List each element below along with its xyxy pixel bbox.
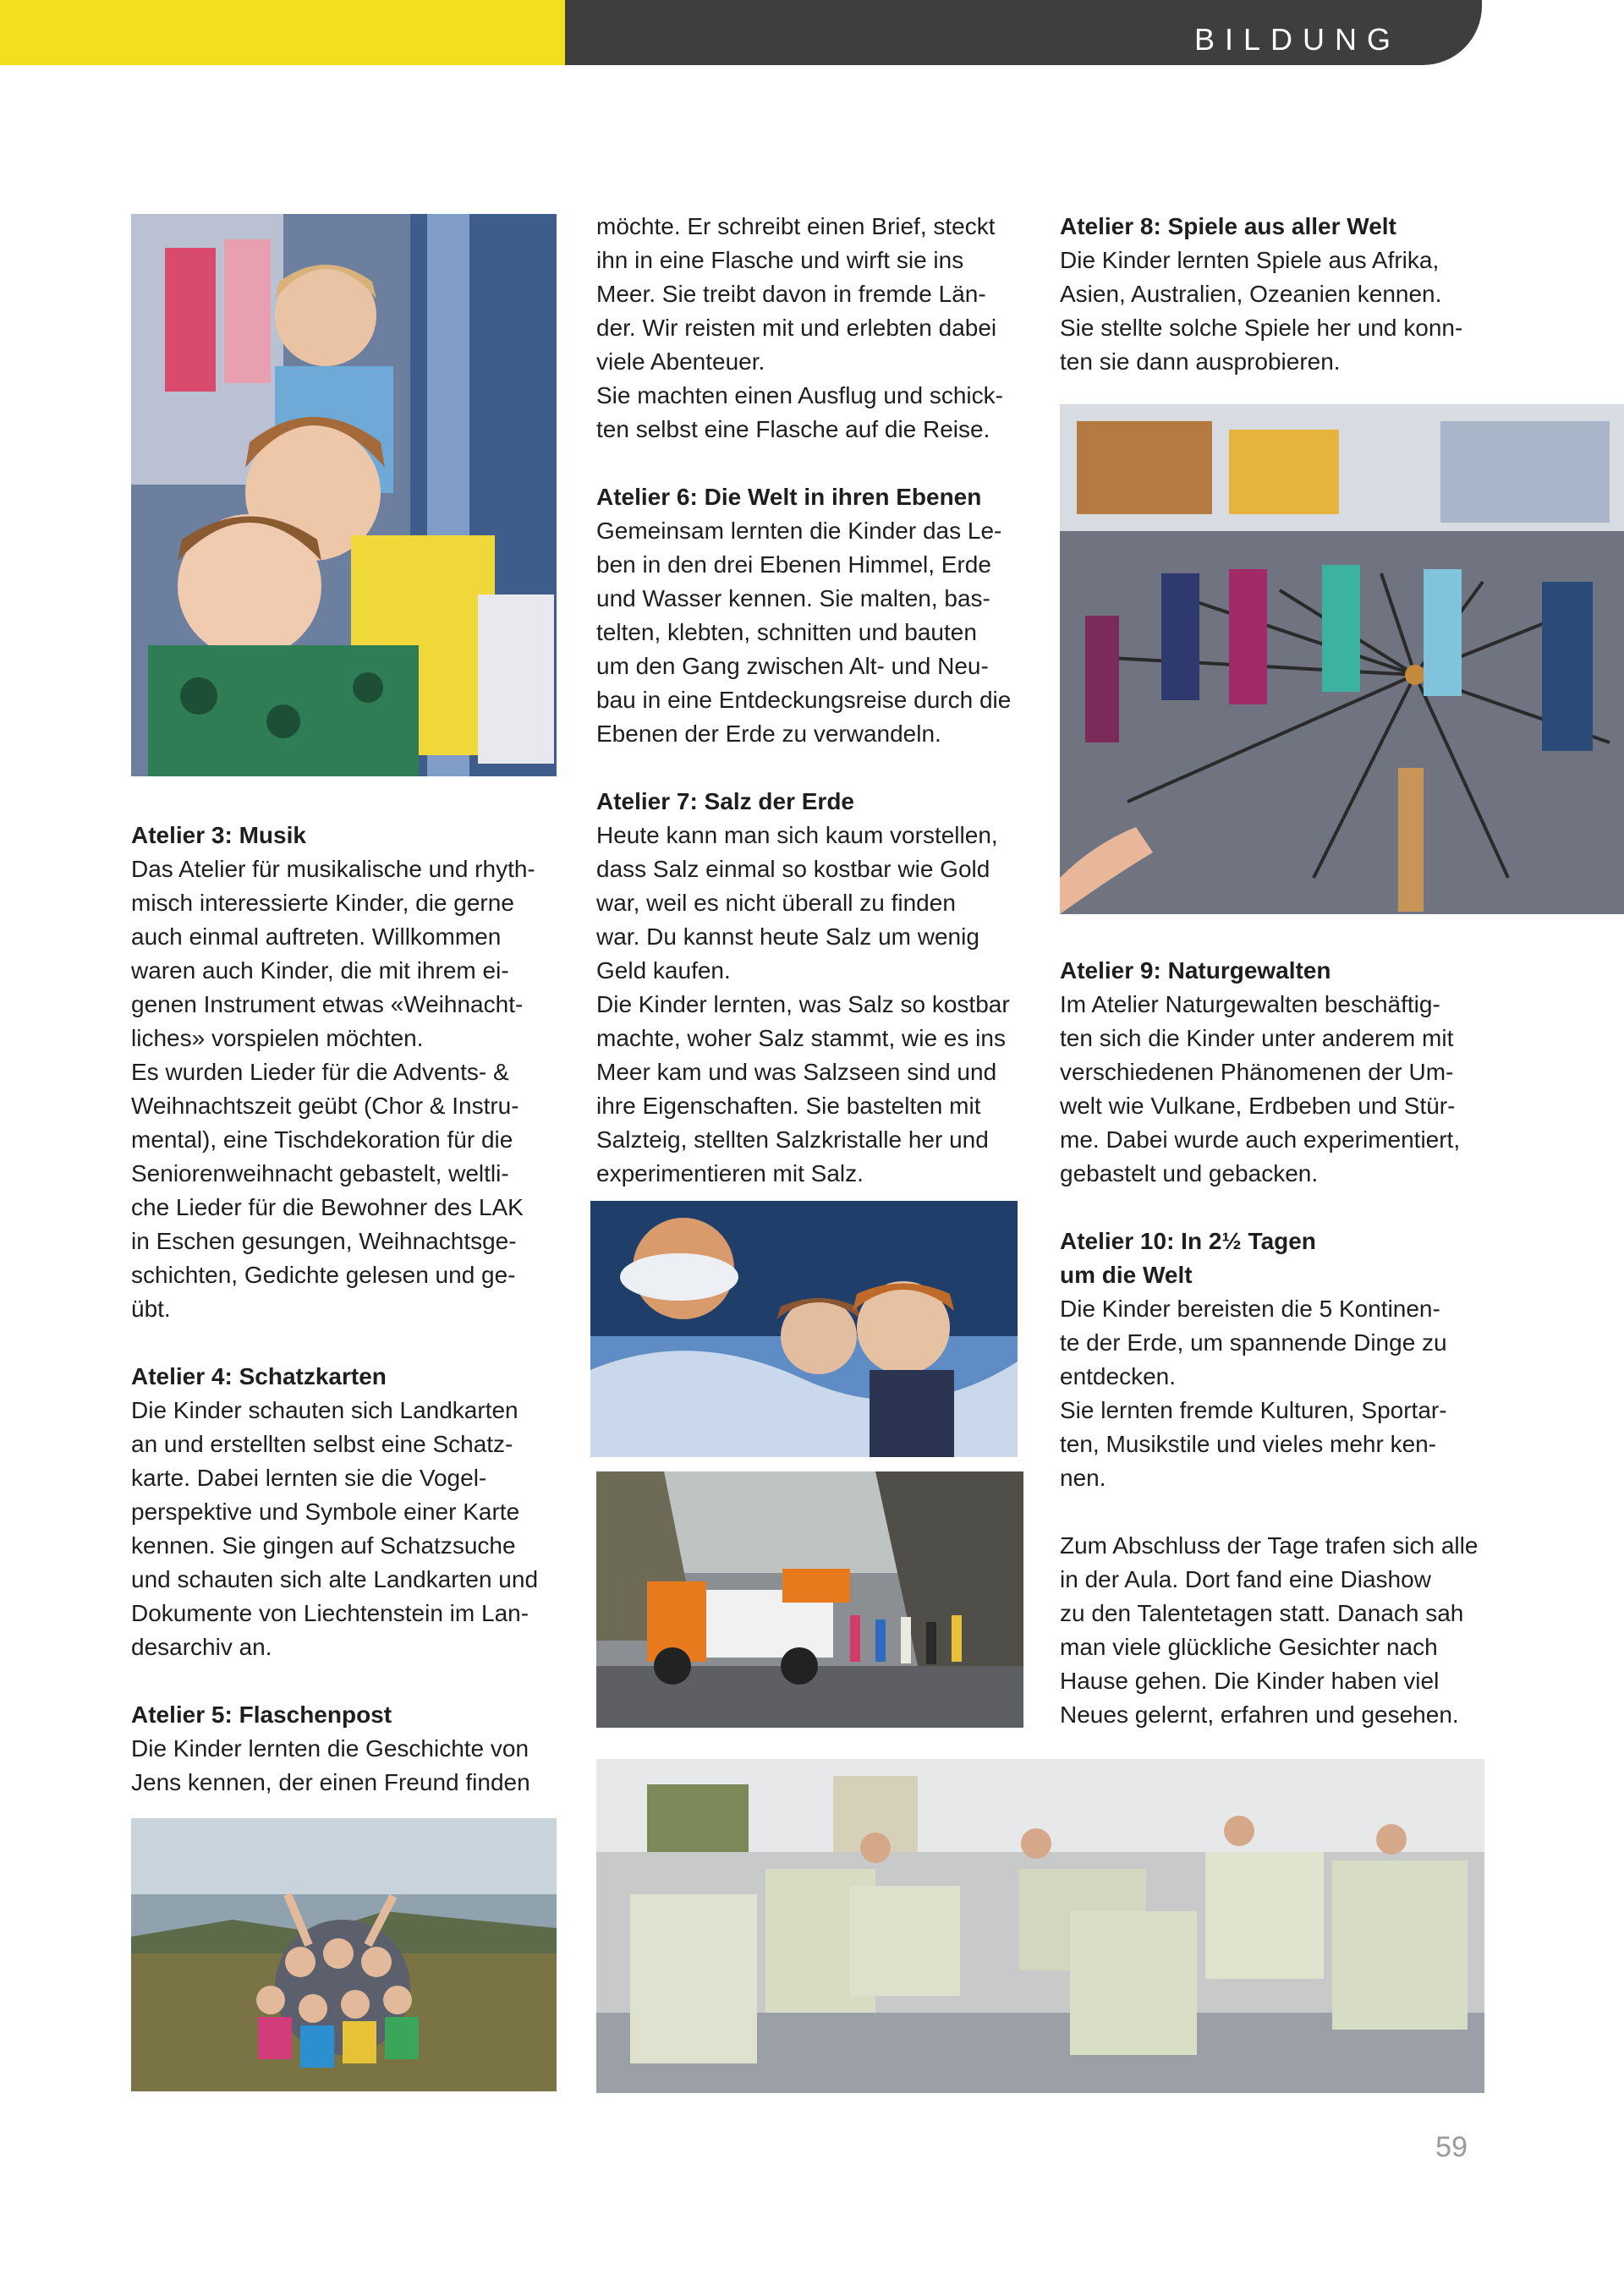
atelier-5-cont-line: der. Wir reisten mit und erlebten dabei [596,315,997,341]
closing-line: man viele glückliche Gesichter nach [1060,1634,1438,1660]
atelier-10-title: Atelier 10: In 2½ Tagen [1060,1228,1316,1254]
atelier-4-line: kennen. Sie gingen auf Schatzsuche [131,1532,516,1559]
atelier-3-line: che Lieder für die Bewohner des LAK [131,1194,524,1220]
photo-boys-painting [131,214,557,776]
atelier-3-title: Atelier 3: Musik [131,822,306,848]
header-accent-bar [0,0,565,65]
atelier-4-line: an und erstellten selbst eine Schatz- [131,1431,513,1457]
atelier-5-title: Atelier 5: Flaschenpost [131,1701,392,1728]
atelier-7-line: Salzteig, stellten Salzkristalle her und [596,1126,989,1153]
column-right-bottom [1060,954,1483,1732]
atelier-5-line: Die Kinder lernten die Geschichte von [131,1735,529,1762]
atelier-7-line: Geld kaufen. [596,957,731,984]
section-label: BILDUNG [1193,22,1401,57]
atelier-7-line: ihre Eigenschaften. Sie bastelten mit [596,1093,981,1119]
closing-line: Neues gelernt, erfahren und gesehen. [1060,1701,1459,1728]
atelier-3-line: übt. [131,1296,171,1322]
atelier-5-line: Jens kennen, der einen Freund finden [131,1769,530,1795]
atelier-7-line: dass Salz einmal so kostbar wie Gold [596,856,990,882]
closing-line: Hause gehen. Die Kinder haben viel [1060,1668,1440,1694]
column-right-top [1060,210,1483,379]
atelier-6-title: Atelier 6: Die Welt in ihren Ebenen [596,484,982,510]
atelier-10-line: entdecken. [1060,1363,1176,1389]
atelier-6-line: Ebenen der Erde zu verwandeln. [596,721,941,747]
atelier-6-line: ben in den drei Ebenen Himmel, Erde [596,551,991,578]
page-number: 59 [1435,2131,1468,2163]
atelier-5-cont-line: Meer. Sie treibt davon in fremde Län- [596,281,986,307]
atelier-4-line: Dokumente von Liechtenstein im Lan- [131,1600,529,1626]
atelier-7-line: Die Kinder lernten, was Salz so kostbar [596,991,1010,1017]
atelier-3-line: Das Atelier für musikalische und rhyth- [131,856,535,882]
atelier-9-line: welt wie Vulkane, Erdbeben und Stür- [1060,1093,1456,1119]
atelier-7-line: war. Du kannst heute Salz um wenig [596,923,979,950]
atelier-10-line: te der Erde, um spannende Dinge zu [1060,1329,1447,1356]
atelier-8-line: ten sie dann ausprobieren. [1060,348,1341,375]
atelier-4-title: Atelier 4: Schatzkarten [131,1363,387,1389]
atelier-3-line: genen Instrument etwas «Weihnacht- [131,991,524,1017]
photo-naturgewalten-mask [590,1201,1018,1457]
column-left [131,819,557,1800]
atelier-5-cont-line: ten selbst eine Flasche auf die Reise. [596,416,990,442]
atelier-8-title: Atelier 8: Spiele aus aller Welt [1060,213,1396,239]
atelier-6-line: bau in eine Entdeckungsreise durch die [596,687,1012,713]
photo-flaschenpost-group [131,1818,557,2091]
atelier-7-line: war, weil es nicht überall zu finden [596,890,956,916]
photo-salt-truck [596,1471,1023,1728]
atelier-4-line: Die Kinder schauten sich Landkarten [131,1397,518,1423]
atelier-8-line: Asien, Australien, Ozeanien kennen. [1060,281,1442,307]
atelier-6-line: Gemeinsam lernten die Kinder das Le- [596,518,1002,544]
atelier-9-line: me. Dabei wurde auch experimentiert, [1060,1126,1461,1153]
atelier-4-line: und schauten sich alte Landkarten und [131,1566,539,1592]
atelier-3-line: schichten, Gedichte gelesen und ge- [131,1262,516,1288]
atelier-3-line: Seniorenweihnacht gebastelt, weltli- [131,1160,509,1186]
atelier-3-line: mental), eine Tischdekoration für die [131,1126,513,1153]
atelier-3-line: auch einmal auftreten. Willkommen [131,923,502,950]
atelier-10-line: Die Kinder bereisten die 5 Kontinen- [1060,1296,1440,1322]
column-middle [596,210,1023,1191]
atelier-8-line: Die Kinder lernten Spiele aus Afrika, [1060,247,1440,273]
atelier-5-cont-line: Sie machten einen Ausflug und schick- [596,382,1003,408]
atelier-10-line: nen. [1060,1465,1106,1491]
section-tab [565,0,1482,65]
atelier-3-line: misch interessierte Kinder, die gerne [131,890,514,916]
atelier-10-line: Sie lernten fremde Kulturen, Sportar- [1060,1397,1447,1423]
atelier-7-line: Meer kam und was Salzseen sind und [596,1059,997,1085]
atelier-10-line: ten, Musikstile und vieles mehr ken- [1060,1431,1437,1457]
photo-maps-classroom [596,1759,1484,2093]
atelier-9-line: verschiedenen Phänomenen der Um- [1060,1059,1454,1085]
atelier-6-line: und Wasser kennen. Sie malten, bas- [596,585,990,611]
atelier-9-line: Im Atelier Naturgewalten beschäftig- [1060,991,1440,1017]
atelier-8-line: Sie stellte solche Spiele her und konn- [1060,315,1463,341]
closing-line: zu den Talentetagen statt. Danach sah [1060,1600,1464,1626]
closing-line: in der Aula. Dort fand eine Diashow [1060,1566,1431,1592]
atelier-3-line: Es wurden Lieder für die Advents- & [131,1059,509,1085]
atelier-9-line: gebastelt und gebacken. [1060,1160,1319,1186]
atelier-5-cont-line: viele Abenteuer. [596,348,765,375]
atelier-6-line: telten, klebten, schnitten und bauten [596,619,977,645]
atelier-7-line: experimentieren mit Salz. [596,1160,864,1186]
atelier-3-line: waren auch Kinder, die mit ihrem ei- [131,957,509,984]
atelier-5-cont-line: möchte. Er schreibt einen Brief, steckt [596,213,996,239]
atelier-7-line: machte, woher Salz stammt, wie es ins [596,1025,1006,1051]
atelier-7-line: Heute kann man sich kaum vorstellen, [596,822,998,848]
atelier-4-line: desarchiv an. [131,1634,272,1660]
atelier-3-line: in Eschen gesungen, Weihnachtsge- [131,1228,517,1254]
atelier-5-cont-line: ihn in eine Flasche und wirft sie ins [596,247,964,273]
closing-line: Zum Abschluss der Tage trafen sich alle [1060,1532,1479,1559]
atelier-9-line: ten sich die Kinder unter anderem mit [1060,1025,1454,1051]
atelier-3-line: Weihnachtszeit geübt (Chor & Instru- [131,1093,519,1119]
atelier-9-title: Atelier 9: Naturgewalten [1060,957,1331,984]
atelier-3-line: liches» vorspielen möchten. [131,1025,424,1051]
atelier-10-title-cont: um die Welt [1060,1262,1193,1288]
atelier-7-title: Atelier 7: Salz der Erde [596,788,855,814]
atelier-6-line: um den Gang zwischen Alt- und Neu- [596,653,989,679]
photo-spiele-string-game [1060,404,1624,914]
atelier-4-line: karte. Dabei lernten sie die Vogel- [131,1465,487,1491]
atelier-4-line: perspektive und Symbole einer Karte [131,1499,520,1525]
